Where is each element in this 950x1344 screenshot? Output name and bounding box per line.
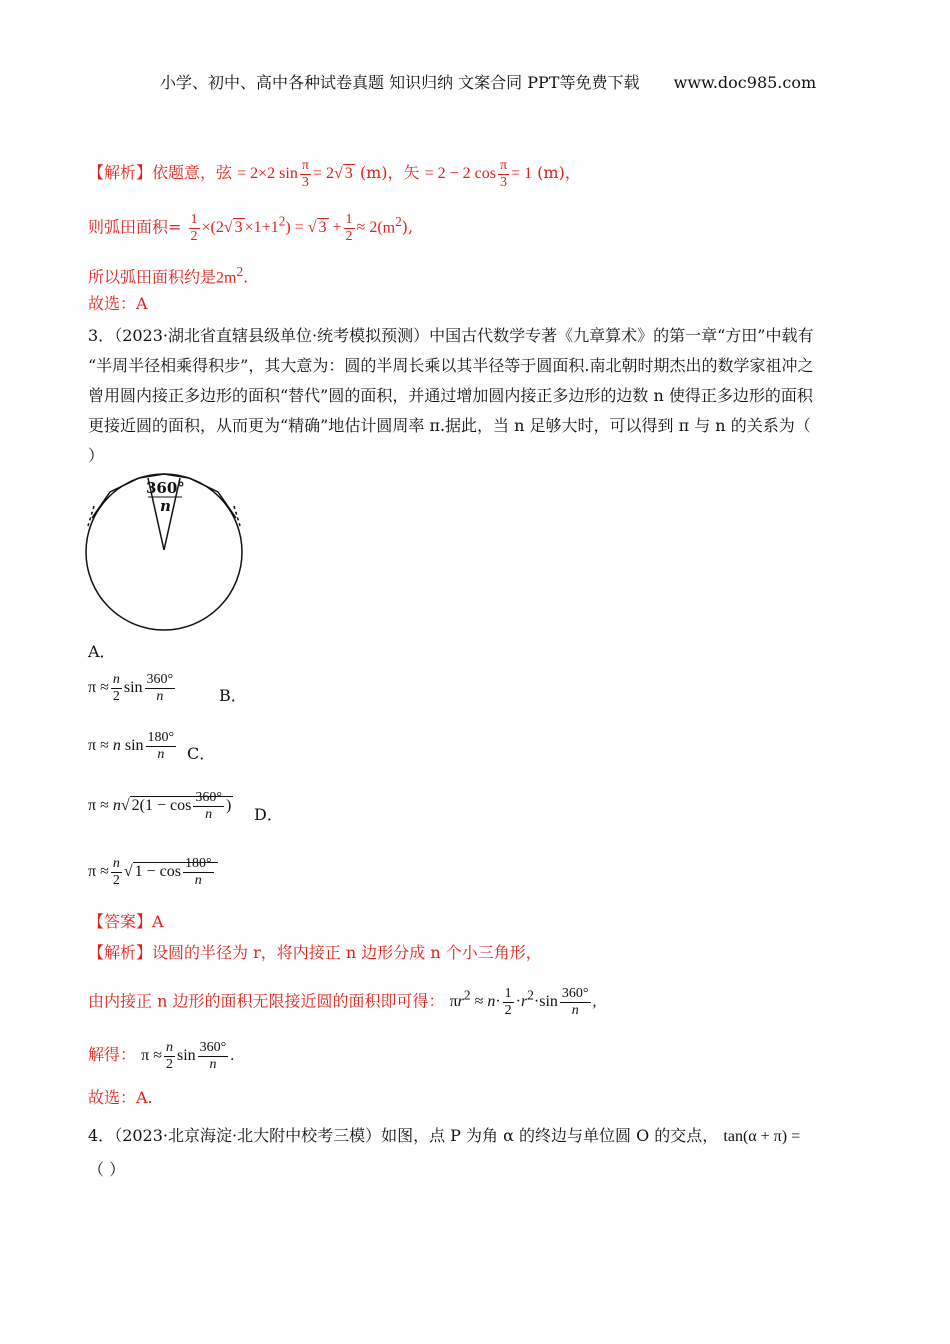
header-text: 小学、初中、高中各种试卷真题 知识归纳 文案合同 PPT等免费下载 <box>160 73 640 92</box>
q4-paren: （ ） <box>88 1160 126 1179</box>
q3-line4: 更接近圆的面积，从而更为“精确”地估计圆周率 π.据此，当 n 足够大时，可以得到 π 与 n 的关系为（ <box>88 416 811 435</box>
q3-analysis-line3: 解得： π ≈ $\frac{n}{2}$ sin $\frac{360^\circ}{n}$ . <box>88 1040 235 1072</box>
q3-answer: 【答案】A <box>88 912 164 931</box>
figure-label-360: 360° <box>146 479 185 497</box>
solution2-line3: 所以弧田面积约是$2m^2$. <box>88 264 249 287</box>
option-a-label: A． <box>88 642 116 661</box>
q3-analysis-line1: 【解析】设圆的半径为 r，将内接正 n 边形分成 n 个小三角形， <box>88 943 542 962</box>
q4-line1: 4．（2023·北京海淀·北大附中校考三模）如图，点 P 为角 α 的终边与单位圆 O 的交点， tan(α + π) = <box>88 1126 801 1145</box>
solution-label: 【解析】 <box>88 163 153 183</box>
solution2-line1: 【解析】依题意，弦 = 2×2 sin $\frac{\pi}{3}$ = 2√ 3 (m)，矢 = 2 − 2 cos $\frac{\pi}{3}$ = 1 (m)， <box>88 158 581 190</box>
option-d-label: D． <box>254 805 283 824</box>
formula-limit: $\pi r^2 \approx n\cdot$ $\frac{1}{2}$ $\cdot r^2\cdot\sin$ $\frac{360^\circ}{n}$ , <box>449 986 597 1019</box>
figure-label-n: n <box>160 497 171 515</box>
page-header <box>160 70 816 93</box>
solution2-choice: 故选：A <box>88 294 148 313</box>
formula-arrow: = 2 − 2 cos $\frac{\pi}{3}$ = 1 <box>424 158 533 190</box>
q3-line2: “半周半径相乘得积步”，其大意为：圆的半周长乘以其半径等于圆面积.南北朝时期杰出的数学家祖冲之 <box>88 356 814 375</box>
q3-line1: 3．（2023·湖北省直辖县级单位·统考模拟预测）中国古代数学专著《九章算术》的第一章“方田”中载有 <box>88 326 814 345</box>
formula-area: $\frac{1}{2}$ ×(2√ $3 \times 1+1^2$) = √ 3 + $\frac{1}{2}$ ≈ 2( <box>190 212 383 245</box>
option-d-formula: π ≈ $\frac{n}{2}$ √ 1 − cos $\frac{180^\circ}{n}$ <box>88 856 218 889</box>
option-b-label: B． <box>219 686 247 705</box>
question-number: 4． <box>88 1126 115 1145</box>
question-number: 3． <box>88 326 115 345</box>
header-url: www.doc985.com <box>673 73 817 92</box>
option-b-formula: π ≈ n sin $\frac{180^\circ}{n}$ <box>88 730 175 762</box>
q3-line5: ） <box>88 446 105 465</box>
option-c-label: C． <box>187 744 216 763</box>
q3-line3: 曾用圆内接正多边形的面积“替代”圆的面积，并通过增加圆内接正多边形的边数 n 使得正多边形的面积 <box>88 386 813 405</box>
formula-chord: = 2×2 sin $\frac{\pi}{3}$ = 2√ 3 <box>237 158 353 190</box>
q3-analysis-line2: 由内接正 n 边形的面积无限接近圆的面积即可得： $\pi r^2 \approx n\cdot$ $\frac{1}{2}$ $\cdot r^2\cdot\sin$ $\frac{360^\circ}{n}$ , <box>88 986 597 1019</box>
solution2-line2: 则弧田面积= $\frac{1}{2}$ ×(2√ $3 \times 1+1^2$) = √ 3 + $\frac{1}{2}$ ≈ $2(m^2)$, <box>88 212 414 245</box>
q3-choice: 故选：A. <box>88 1088 153 1107</box>
option-a-formula: π ≈ $\frac{n}{2}$ sin $\frac{360^\circ}{n}$ <box>88 672 174 704</box>
option-c-formula: π ≈ n√ 2(1 − cos $\frac{360^\circ}{n}$ ) <box>88 790 232 822</box>
formula-result: π ≈ $\frac{n}{2}$ sin $\frac{360^\circ}{n}$ . <box>141 1040 235 1072</box>
